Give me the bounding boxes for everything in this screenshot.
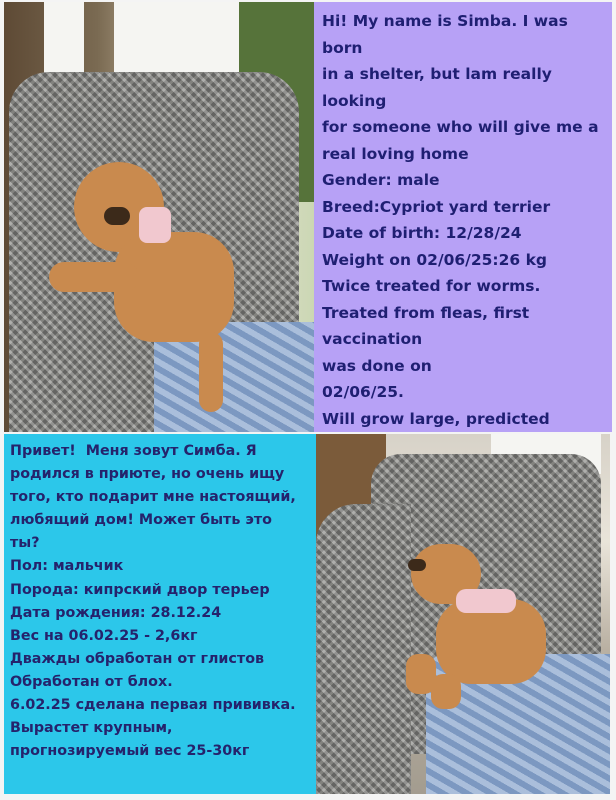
weight-line: Weight on 02/06/25:26 kg	[322, 250, 547, 269]
pillar-shape	[44, 2, 84, 82]
worms-line: Twice treated for worms.	[322, 277, 541, 295]
text-line: 02/06/25.	[322, 383, 404, 401]
puppy-leg	[49, 262, 139, 292]
fleas-line: Treated from fleas, first vaccination	[322, 303, 535, 348]
puppy-leg	[199, 332, 223, 412]
text-line: ты?	[10, 535, 40, 552]
text-line: in a shelter, but lam really looking	[322, 65, 558, 110]
puppy-photo-bottom	[316, 434, 610, 794]
text-line: Привет! Меня зовут Симба. Я	[10, 443, 257, 459]
pink-ribbon	[456, 589, 516, 613]
birth-date-line: Date of birth: 12/28/24	[322, 224, 522, 242]
text-line: real loving home	[322, 144, 469, 163]
text-line: родился в приюте, но очень ищу	[10, 466, 285, 483]
english-description	[314, 2, 612, 432]
pink-ribbon	[139, 207, 171, 243]
birth-date-line: Дата рождения: 28.12.24	[10, 604, 222, 621]
text-line: for someone who will give me a	[322, 118, 599, 136]
vaccination-line: 6.02.25 сделана первая прививка.	[10, 697, 296, 714]
puppy-leg	[431, 674, 461, 709]
puppy-muzzle	[408, 559, 426, 571]
puppy-photo-top	[4, 2, 314, 432]
text-line: любящий дом! Может быть это	[10, 512, 272, 529]
wicker-chair-arm	[316, 504, 411, 794]
fleas-line: Обработан от блох.	[10, 673, 173, 690]
gender-line: Gender: male	[322, 171, 440, 189]
weight-line: Вес на 06.02.25 - 2,6кг	[10, 627, 198, 644]
puppy-muzzle	[104, 207, 130, 225]
predicted-weight-line: прогнозируемый вес 25-30кг	[10, 743, 250, 760]
text-line: Вырастет крупным,	[10, 720, 173, 737]
breed-line: Breed:Cypriot yard terrier	[322, 197, 551, 216]
text-line: was done on	[322, 356, 432, 375]
russian-description	[4, 434, 316, 794]
gender-line: Пол: мальчик	[10, 558, 124, 575]
text-line: Hi! My name is Simba. I was born	[322, 12, 574, 57]
predicted-weight-line: Will grow large, predicted	[322, 409, 550, 428]
text-line: того, кто подарит мне настоящий,	[10, 489, 296, 506]
breed-line: Порода: кипрский двор терьер	[10, 581, 270, 598]
worms-line: Дважды обработан от глистов	[10, 650, 265, 667]
